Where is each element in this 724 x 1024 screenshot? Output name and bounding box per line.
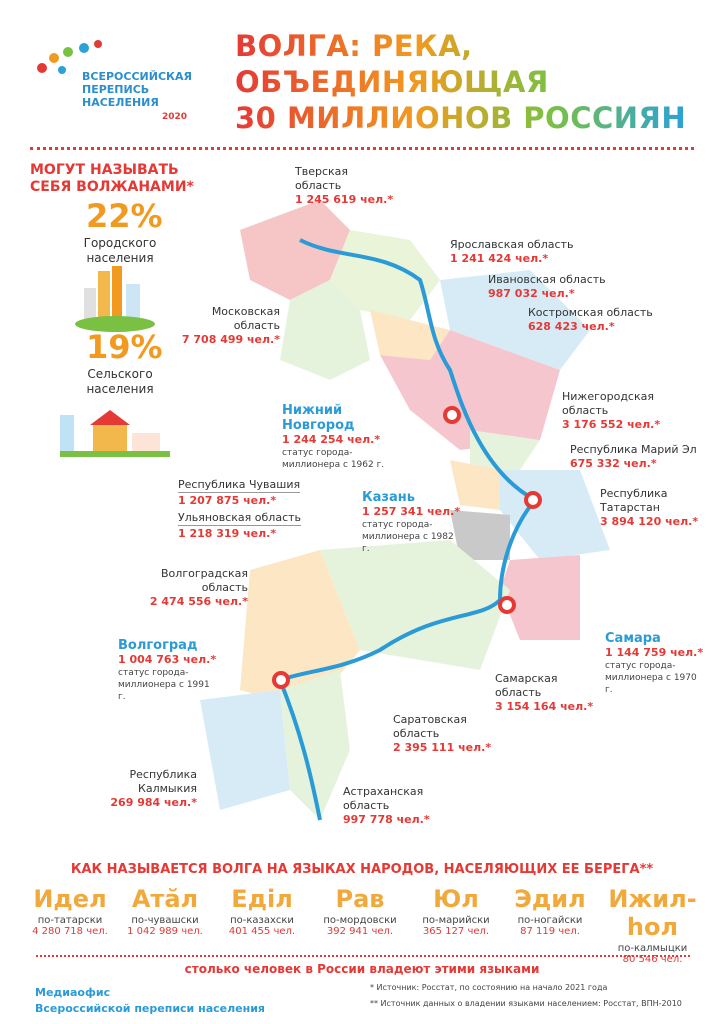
region-label-volgograd: Волгоградская область 2 474 556 чел.* [149,567,248,608]
language-item: Еділ по-казахски 401 455 чел. [228,885,296,937]
city-nizhny-novgorod: Нижний Новгород 1 244 254 чел.* статус города-миллионера с 1962 г. [282,403,385,470]
logo-text: ВСЕРОССИЙСКАЯ ПЕРЕПИСЬ НАСЕЛЕНИЯ [82,70,192,109]
village-illustration-icon [60,405,170,457]
urban-label: Городского населения [83,236,157,265]
region-kalmykia [200,690,290,810]
language-item: Эдил по-ногайски 87 119 чел. [514,885,586,937]
languages-heading: КАК НАЗЫВАЕТСЯ ВОЛГА НА ЯЗЫКАХ НАРОДОВ, НАСЕЛЯЮЩИХ ЕЕ БЕРЕГА** [70,862,654,877]
volzhane-heading: МОГУТ НАЗЫВАТЬ СЕБЯ ВОЛЖАНАМИ* [30,162,194,195]
region-label-kalmykia: Республика Калмыкия 269 984 чел.* [110,768,197,809]
page-title [235,28,686,136]
logo [30,38,210,122]
region-tatarstan [500,470,610,560]
region-label-saratov: Саратовская область 2 395 111 чел.* [393,713,492,754]
divider [30,147,694,150]
language-item: Идел по-татарски 4 280 718 чел. [32,885,108,937]
rural-label: Сельского населения [86,367,154,396]
region-label-samara: Самарская область 3 154 164 чел.* [495,672,594,713]
region-label-moscow: Московская область 7 708 499 чел.* [181,305,280,346]
city-illustration-icon [60,266,170,332]
language-item: Ижил-һол по-калмыцки 80 546 чел. [608,885,697,965]
language-item: Юл по-марийски 365 127 чел. [422,885,490,937]
region-label-chuvashia: Республика Чувашия [178,478,301,491]
region-label-tatarstan: Республика Татарстан 3 894 120 чел.* [600,487,699,528]
urban-percent: 22% [86,197,163,235]
language-item: Рав по-мордовски 392 941 чел. [323,885,397,937]
region-label-mari: Республика Марий Эл 675 332 чел.* [570,443,697,470]
logo-year: 2020 [162,112,188,122]
region-label-yaroslavl: Ярославская область 1 241 424 чел.* [450,238,574,265]
language-item: Атӑл по-чувашски 1 042 989 чел. [127,885,203,937]
title-line: ВОЛГА: РЕКА, [235,29,473,63]
mediaoffice [35,985,265,1017]
region-samara [500,555,580,640]
region-label-kostroma: Костромская область 628 423 чел.* [528,306,653,333]
source-note-1: * Источник: Росстат, по состоянию на начало 2021 года [370,983,608,992]
region-label-nizhny: Нижегородская область 3 176 552 чел.* [562,390,661,431]
city-volgograd: Волгоград 1 004 763 чел.* статус города-миллионера с 1991 г. [118,638,217,702]
org-line: Всероссийской переписи населения [35,1002,265,1015]
divider [36,955,690,957]
city-samara: Самара 1 144 759 чел.* статус города-миллионера с 1970 г. [605,631,704,695]
region-label-astrakhan: Астраханская область 997 778 чел.* [343,785,430,826]
org-line: Медиаофис [35,986,111,999]
region-label-ivanovo: Ивановская область 987 032 чел.* [488,273,606,300]
region-label-tver: Тверская область 1 245 619 чел.* [295,165,394,206]
source-note-2: ** Источник данных о владении языками населением: Росстат, ВПН-2010 [370,999,682,1008]
rural-percent: 19% [86,328,163,366]
title-line: 30 МИЛЛИОНОВ РОССИЯН [235,101,687,135]
city-kazan: Казань 1 257 341 чел.* статус города-миллионера с 1982 г. [362,490,461,554]
region-value-chuvashia: 1 207 875 чел.* [178,494,277,507]
title-line: ОБЪЕДИНЯЮЩАЯ [235,65,549,99]
region-value-ulyanovsk: 1 218 319 чел.* [178,527,277,540]
languages-footer: столько человек в России владеют этими языками [184,962,540,976]
region-label-ulyanovsk: Ульяновская область [178,511,302,524]
